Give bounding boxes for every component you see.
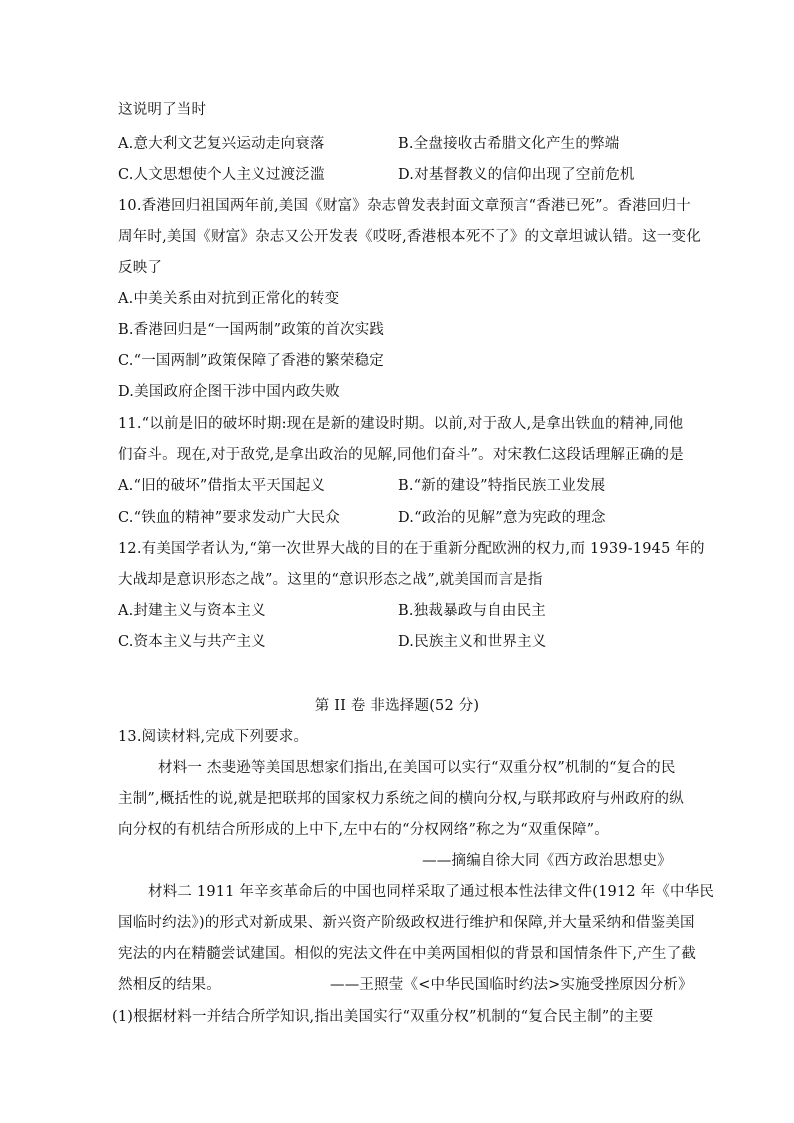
q9-option-d: D.对基督教义的信仰出现了空前危机 [398,167,635,183]
q10-option-c: C.“一国两制”政策保障了香港的繁荣稳定 [118,353,385,369]
q11-stem-line1: 11.“以前是旧的破坏时期:现在是新的建设时期。以前,对于敌人,是拿出铁血的精神,同他 [118,416,684,432]
material2-line4: 然相反的结果。 [118,977,221,993]
q12-option-b: B.独裁暴政与自由民主 [398,603,546,619]
material2-line1: 材料二 1911 年辛亥革命后的中国也同样采取了通过根本性法律文件(1912 年《中华民 [148,884,715,900]
material2-line2: 国临时约法》)的形式对新成果、新兴资产阶级政权进行维护和保障,并大量采纳和借鉴美国 [118,915,695,931]
q13-stem: 13.阅读材料,完成下列要求。 [118,729,309,745]
q9-option-b: B.全盘接收古希腊文化产生的弊端 [398,136,620,152]
q12-stem-line1: 12.有美国学者认为,“第一次世界大战的目的在于重新分配欧洲的权力,而 1939-1945 年的 [118,541,705,557]
q12-stem-line2: 大战却是意识形态之战”。这里的“意识形态之战”,就美国而言是指 [118,572,543,588]
q11-option-b: B.“新的建设”特指民族工业发展 [398,478,606,494]
material1-line1: 材料一 杰斐逊等美国思想家们指出,在美国可以实行“双重分权”机制的“复合的民 [158,760,676,776]
q11-option-a: A.“旧的破坏”借指太平天国起义 [118,478,326,494]
q12-option-a: A.封建主义与资本主义 [118,603,266,619]
q10-stem-line3: 反映了 [118,260,163,276]
q9-stem-tail: 这说明了当时 [118,102,207,118]
material1-line2: 主制”,概括性的说,就是把联邦的国家权力系统之间的横向分权,与联邦政府与州政府的纵 [118,791,684,807]
q9-option-c: C.人文思想使个人主义过渡泛滥 [118,167,325,183]
material1-source: ——摘编自徐大同《西方政治思想史》 [422,853,672,869]
q9-option-a: A.意大利文艺复兴运动走向衰落 [118,136,325,152]
q11-stem-line2: 们奋斗。现在,对于敌党,是拿出政治的见解,同他们奋斗”。对宋教仁这段话理解正确的是 [118,447,684,463]
section-title: 第 II 卷 非选择题(52 分) [314,698,480,714]
q13-subquestion-1: (1)根据材料一并结合所学知识,指出美国实行“双重分权”机制的“复合民主制”的主要 [112,1009,654,1025]
material2-source: ——王照莹《<中华民国临时约法>实施受挫原因分析》 [330,977,693,993]
q10-option-a: A.中美关系由对抗到正常化的转变 [118,291,340,307]
material1-line3: 向分权的有机结合所形成的上中下,左中右的“分权网络”称之为“双重保障”。 [118,822,609,838]
q11-option-c: C.“铁血的精神”要求发动广大民众 [118,510,340,526]
q10-option-d: D.美国政府企图干涉中国内政失败 [118,384,340,400]
q10-stem-line2: 周年时,美国《财富》杂志又公开发表《哎呀,香港根本死不了》的文章坦诚认错。这一变化 [118,229,701,245]
q10-stem-line1: 10.香港回归祖国两年前,美国《财富》杂志曾发表封面文章预言“香港已死”。香港回归十 [118,198,691,214]
q12-option-d: D.民族主义和世界主义 [398,634,547,650]
q12-option-c: C.资本主义与共产主义 [118,634,266,650]
q11-option-d: D.“政治的见解”意为宪政的理念 [398,510,606,526]
material2-line3: 宪法的内在精髓尝试建国。相似的宪法文件在中美两国相似的背景和国情条件下,产生了截 [118,946,697,962]
q10-option-b: B.香港回归是“一国两制”政策的首次实践 [118,322,385,338]
